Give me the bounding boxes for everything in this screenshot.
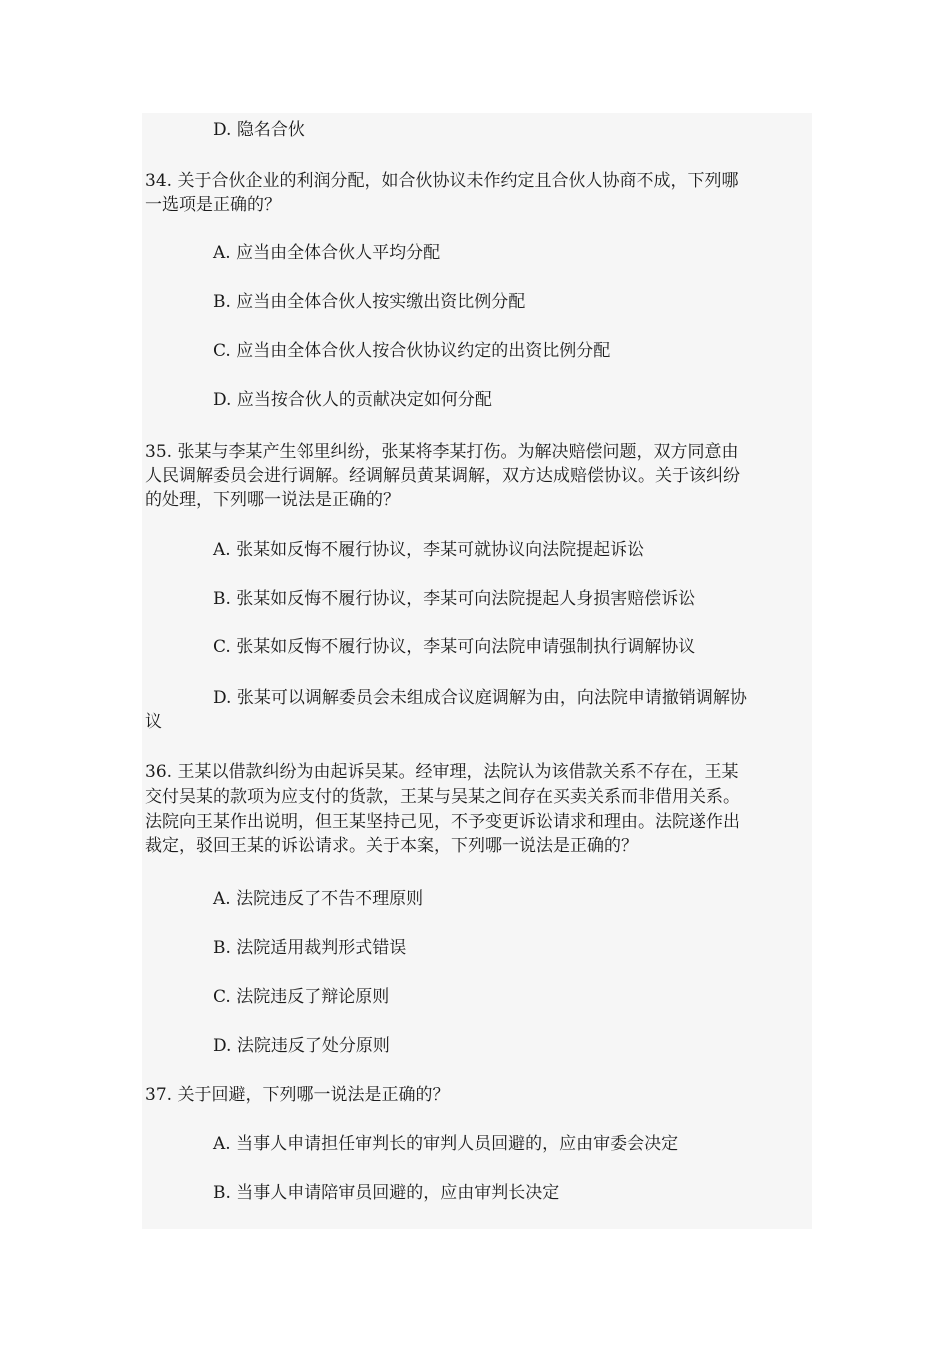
q36-option-a: A. 法院违反了不告不理原则 xyxy=(213,889,424,909)
q37-option-b: B. 当事人申请陪审员回避的，应由审判长决定 xyxy=(213,1183,560,1203)
q34-stem-line-1: 34. 关于合伙企业的利润分配，如合伙协议未作约定且合伙人协商不成，下列哪 xyxy=(145,171,739,191)
q34-option-b: B. 应当由全体合伙人按实缴出资比例分配 xyxy=(213,292,526,312)
q35-option-a: A. 张某如反悔不履行协议，李某可就协议向法院提起诉讼 xyxy=(213,540,645,560)
q36-option-d: D. 法院违反了处分原则 xyxy=(213,1036,390,1056)
q37-stem: 37. 关于回避，下列哪一说法是正确的？ xyxy=(145,1085,450,1105)
q34-option-d: D. 应当按合伙人的贡献决定如何分配 xyxy=(213,390,492,410)
q36-stem-line-1: 36. 王某以借款纠纷为由起诉吴某。经审理，法院认为该借款关系不存在，王某 xyxy=(145,762,739,782)
q36-stem-line-4: 裁定，驳回王某的诉讼请求。关于本案，下列哪一说法是正确的？ xyxy=(145,836,638,856)
q34-option-a: A. 应当由全体合伙人平均分配 xyxy=(213,243,441,263)
q35-stem-line-1: 35. 张某与李某产生邻里纠纷，张某将李某打伤。为解决赔偿问题，双方同意由 xyxy=(145,442,739,462)
q33-option-d: D. 隐名合伙 xyxy=(213,120,305,140)
q34-option-c: C. 应当由全体合伙人按合伙协议约定的出资比例分配 xyxy=(213,341,611,361)
q35-option-d-line-2: 议 xyxy=(145,712,162,732)
q35-stem-line-2: 人民调解委员会进行调解。经调解员黄某调解，双方达成赔偿协议。关于该纠纷 xyxy=(145,466,740,486)
q34-stem-line-2: 一选项是正确的？ xyxy=(145,195,281,215)
document-content-block xyxy=(142,113,812,1229)
q35-option-b: B. 张某如反悔不履行协议，李某可向法院提起人身损害赔偿诉讼 xyxy=(213,589,696,609)
q36-option-b: B. 法院适用裁判形式错误 xyxy=(213,938,407,958)
q35-option-c: C. 张某如反悔不履行协议，李某可向法院申请强制执行调解协议 xyxy=(213,637,696,657)
q36-stem-line-2: 交付吴某的款项为应支付的货款，王某与吴某之间存在买卖关系而非借用关系。 xyxy=(145,787,740,807)
q36-stem-line-3: 法院向王某作出说明，但王某坚持己见，不予变更诉讼请求和理由。法院遂作出 xyxy=(145,812,740,832)
q37-option-a: A. 当事人申请担任审判长的审判人员回避的，应由审委会决定 xyxy=(213,1134,679,1154)
q36-option-c: C. 法院违反了辩论原则 xyxy=(213,987,390,1007)
q35-option-d-line-1: D. 张某可以调解委员会未组成合议庭调解为由，向法院申请撤销调解协 xyxy=(213,688,747,708)
q35-stem-line-3: 的处理，下列哪一说法是正确的？ xyxy=(145,490,400,510)
